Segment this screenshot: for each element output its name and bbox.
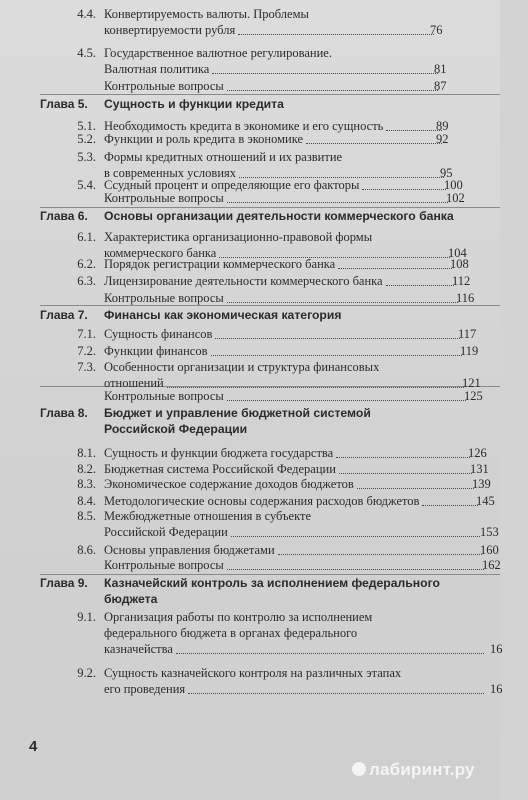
dot-leader (231, 536, 480, 537)
page-ref: 126 (468, 446, 487, 460)
entry-text: его проведения (104, 682, 186, 696)
chapter-heading (0, 96, 500, 112)
entry-text: Межбюджетные отношения в субъекте (104, 509, 312, 523)
toc-entry (0, 461, 500, 477)
chapter-divider (40, 94, 500, 95)
entry-text: Особенности организации и структура финансовых (104, 360, 380, 374)
entry-text: Необходимость кредита в экономике и его сущность (104, 119, 384, 133)
section-number: 7.3. (77, 360, 96, 374)
page-ref: 131 (470, 462, 489, 476)
dot-leader (227, 302, 458, 303)
chapter-label: Глава 9. (40, 576, 88, 590)
entry-text: отношений (104, 376, 164, 390)
chapter-title: Сущность и функции кредита (104, 97, 284, 111)
entry-text: Характеристика организационно-правовой формы (104, 230, 373, 244)
toc-entry (0, 6, 500, 37)
chapter-heading (0, 208, 500, 224)
entry-text: Бюджетная система Российской Федерации (104, 462, 336, 476)
section-number: 7.2. (77, 344, 96, 358)
toc-entry (0, 149, 500, 180)
entry-text: Российской Федерации (104, 525, 228, 539)
section-number: 8.5. (77, 509, 96, 523)
entry-text: Порядок регистрации коммерческого банка (104, 257, 336, 271)
page-ref: 108 (450, 257, 469, 271)
section-number: 6.3. (77, 274, 96, 288)
page-number: 4 (29, 738, 38, 755)
section-number: 9.1. (77, 610, 96, 624)
dot-leader (227, 400, 466, 401)
chapter-heading (0, 405, 500, 436)
page-ref: 16 (490, 642, 503, 656)
section-number: 6.2. (77, 257, 96, 271)
watermark-text: лабиринт.ру (369, 760, 475, 779)
toc-entry (0, 508, 500, 539)
page-ref: 162 (482, 558, 501, 572)
toc-review-questions (0, 78, 500, 94)
section-number: 4.4. (77, 7, 96, 21)
section-number: 8.2. (77, 462, 96, 476)
entry-text: Основы управления бюджетами (104, 543, 275, 557)
entry-text: Контрольные вопросы (104, 79, 224, 93)
entry-text: Ссудный процент и определяющие его факторы (104, 178, 360, 192)
dot-leader (306, 143, 442, 144)
page-ref: 116 (456, 291, 475, 305)
entry-text: Контрольные вопросы (104, 191, 224, 205)
dot-leader (422, 505, 478, 506)
page-ref: 121 (462, 376, 481, 390)
toc-entry (0, 542, 500, 558)
section-number: 5.3. (77, 150, 96, 164)
section-number: 5.2. (77, 132, 96, 146)
entry-text: федерального бюджета в органах федерального (104, 626, 358, 640)
toc-entry (0, 131, 500, 147)
page-ref: 153 (480, 525, 499, 539)
chapter-title: Российской Федерации (104, 422, 248, 436)
chapter-title: Основы организации деятельности коммерческого банка (104, 209, 454, 223)
page-ref: 160 (480, 543, 499, 557)
page-ref: 104 (448, 246, 467, 260)
entry-text: Экономическое содержание доходов бюджетов (104, 477, 354, 491)
entry-text: Функции и роль кредита в экономике (104, 132, 304, 146)
toc-entry (0, 445, 500, 461)
page-ref: 145 (476, 494, 495, 508)
toc-entry (0, 359, 500, 390)
toc-review-questions (0, 190, 500, 206)
page-ref: 112 (452, 274, 471, 288)
page-ref: 102 (446, 191, 465, 205)
page-ref: 117 (458, 327, 477, 341)
toc-entry (0, 256, 500, 272)
entry-text: Конвертируемость валюты. Проблемы (104, 7, 309, 21)
dot-leader (227, 202, 448, 203)
toc-entry (0, 665, 503, 696)
entry-text: Лицензирование деятельности коммерческого банка (104, 274, 383, 288)
page-ref: 81 (434, 62, 447, 76)
toc-entry (0, 326, 500, 342)
entry-text: Сущность финансов (104, 327, 213, 341)
chapter-label: Глава 7. (40, 308, 88, 322)
dot-leader (238, 34, 434, 35)
dot-leader (357, 488, 474, 489)
entry-text: Функции финансов (104, 344, 208, 358)
chapter-heading (0, 307, 500, 323)
page-ref: 125 (464, 389, 483, 403)
page-ref: 89 (436, 119, 449, 133)
chapter-title: Бюджет и управление бюджетной системой (104, 406, 371, 420)
entry-text: Организация работы по контролю за исполнением (104, 610, 373, 624)
entry-text: Сущность казначейского контроля на различных этапах (104, 666, 402, 680)
watermark-ball-icon (352, 762, 366, 776)
page-ref: 16 (490, 682, 503, 696)
dot-leader (211, 355, 463, 356)
entry-text: конвертируемости рубля (104, 23, 236, 37)
page-ref: 87 (434, 79, 447, 93)
section-number: 4.5. (77, 46, 96, 60)
toc-entry (0, 343, 500, 359)
toc-entry (0, 45, 500, 76)
entry-text: Валютная политика (104, 62, 210, 76)
entry-text: Формы кредитных отношений и их развитие (104, 150, 343, 164)
chapter-label: Глава 5. (40, 97, 88, 111)
toc-entry (0, 609, 503, 656)
section-number: 8.4. (77, 494, 96, 508)
section-number: 9.2. (77, 666, 96, 680)
page-ref: 95 (440, 166, 453, 180)
chapter-label: Глава 6. (40, 209, 88, 223)
chapter-title: Финансы как экономическая категория (104, 308, 342, 322)
page-ref: 139 (472, 477, 491, 491)
chapter-label: Глава 8. (40, 406, 88, 420)
toc-entry (0, 229, 500, 260)
chapter-title: Казначейский контроль за исполнением федерального (104, 576, 440, 590)
page-ref: 92 (436, 132, 449, 146)
toc-review-questions (0, 388, 500, 404)
dot-leader (336, 457, 470, 458)
dot-leader (212, 73, 438, 74)
dot-leader (339, 473, 472, 474)
entry-text: Контрольные вопросы (104, 291, 224, 305)
section-number: 8.1. (77, 446, 96, 460)
section-number: 5.4. (77, 178, 96, 192)
dot-leader (227, 569, 484, 570)
section-number: 6.1. (77, 230, 96, 244)
dot-leader (338, 268, 452, 269)
toc-entry (0, 273, 500, 289)
toc-review-questions (0, 557, 500, 573)
toc-entry (0, 476, 500, 492)
watermark-logo (352, 760, 475, 780)
section-number: 5.1. (77, 119, 96, 133)
toc-entry (0, 493, 500, 509)
entry-text: Контрольные вопросы (104, 558, 224, 572)
dot-leader (227, 90, 438, 91)
entry-text: Методологические основы содержания расходов бюджетов (104, 494, 420, 508)
chapter-heading (0, 575, 500, 606)
dot-leader (386, 285, 454, 286)
page-ref: 119 (460, 344, 479, 358)
page-ref: 100 (444, 178, 463, 192)
dot-leader (278, 554, 482, 555)
chapter-title: бюджета (104, 592, 158, 606)
dot-leader (188, 693, 484, 694)
section-number: 8.6. (77, 543, 96, 557)
entry-text: Сущность и функции бюджета государства (104, 446, 334, 460)
entry-text: коммерческого банка (104, 246, 217, 260)
dot-leader (215, 338, 460, 339)
toc-review-questions (0, 290, 500, 306)
entry-text: Государственное валютное регулирование. (104, 46, 332, 60)
entry-text: в современных условиях (104, 166, 237, 180)
section-number: 8.3. (77, 477, 96, 491)
entry-text: Контрольные вопросы (104, 389, 224, 403)
entry-text: казначейства (104, 642, 173, 656)
page-ref: 76 (430, 23, 443, 37)
dot-leader (176, 653, 484, 654)
section-number: 7.1. (77, 327, 96, 341)
